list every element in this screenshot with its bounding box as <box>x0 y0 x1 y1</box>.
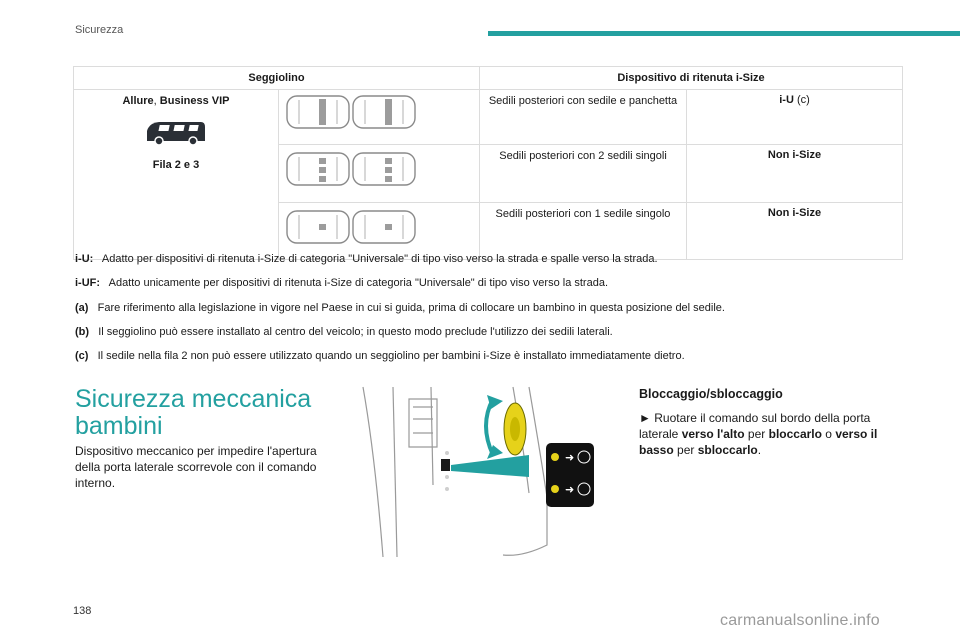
svg-text:➜: ➜ <box>565 451 575 464</box>
vehicle-version: Allure, Business VIP <box>122 95 230 107</box>
row-label: Fila 2 e 3 <box>152 159 200 171</box>
note-iuf: i-UF: Adatto unicamente per dispositivi di ritenuta i-Size di categoria "Universale" di tipo viso verso la strada. <box>75 277 608 289</box>
col-header-isize: Dispositivo di ritenuta i-Size <box>480 67 903 90</box>
door-lock-illustration <box>353 385 603 557</box>
seat-layout-cell <box>279 90 480 145</box>
note-iu: i-U: Adatto per dispositivi di ritenuta i-Size di categoria "Universale" di tipo viso verso la strada e spalle verso la strada. <box>75 253 658 265</box>
lock-heading: Bloccaggio/sbloccaggio <box>639 387 783 401</box>
watermark: carmanualsonline.info <box>720 612 880 629</box>
note-b: (b) Il seggiolino può essere installato al centro del veicolo; in questo modo preclude l'utilizzo dei sedili laterali. <box>75 326 613 338</box>
section-text: Dispositivo meccanico per impedire l'apertura della porta laterale scorrevole con il comando interno. <box>75 444 317 490</box>
seat-layout-cell <box>279 203 480 260</box>
section-title: Sicurezza meccanica bambini <box>75 385 312 440</box>
running-header: Sicurezza <box>75 24 124 36</box>
svg-text:➜: ➜ <box>565 483 575 496</box>
seat-layout-cell <box>279 145 480 203</box>
isize-value: i-U (c) <box>687 90 903 145</box>
seat-description: Sedili posteriori con 1 sedile singolo <box>480 203 687 260</box>
seat-layout-icon <box>279 203 419 249</box>
table-header-row <box>74 67 903 90</box>
seat-layout-icon <box>279 90 419 136</box>
header-accent-bar <box>488 31 960 36</box>
child-seat-table <box>73 66 903 260</box>
vehicle-cell <box>74 90 279 260</box>
seat-layout-icon <box>279 145 419 191</box>
table-row <box>74 90 903 145</box>
lock-instructions: ► Ruotare il comando sul bordo della porta laterale verso l'alto per bloccarlo o verso il basso per sbloccarlo. <box>639 411 878 457</box>
note-a: (a) Fare riferimento alla legislazione in vigore nel Paese in cui si guida, prima di collocare un bambino in questa posizione del sedile. <box>75 302 725 314</box>
note-c: (c) Il sedile nella fila 2 non può essere utilizzato quando un seggiolino per bambini i-Size è installato immediatamente dietro. <box>75 350 685 362</box>
van-side-icon <box>143 119 209 147</box>
seat-description: Sedili posteriori con sedile e panchetta <box>480 90 687 145</box>
col-header-seat: Seggiolino <box>74 67 480 90</box>
page-number: 138 <box>73 605 92 617</box>
isize-value: Non i-Size <box>687 203 903 260</box>
seat-description: Sedili posteriori con 2 sedili singoli <box>480 145 687 203</box>
isize-value: Non i-Size <box>687 145 903 203</box>
